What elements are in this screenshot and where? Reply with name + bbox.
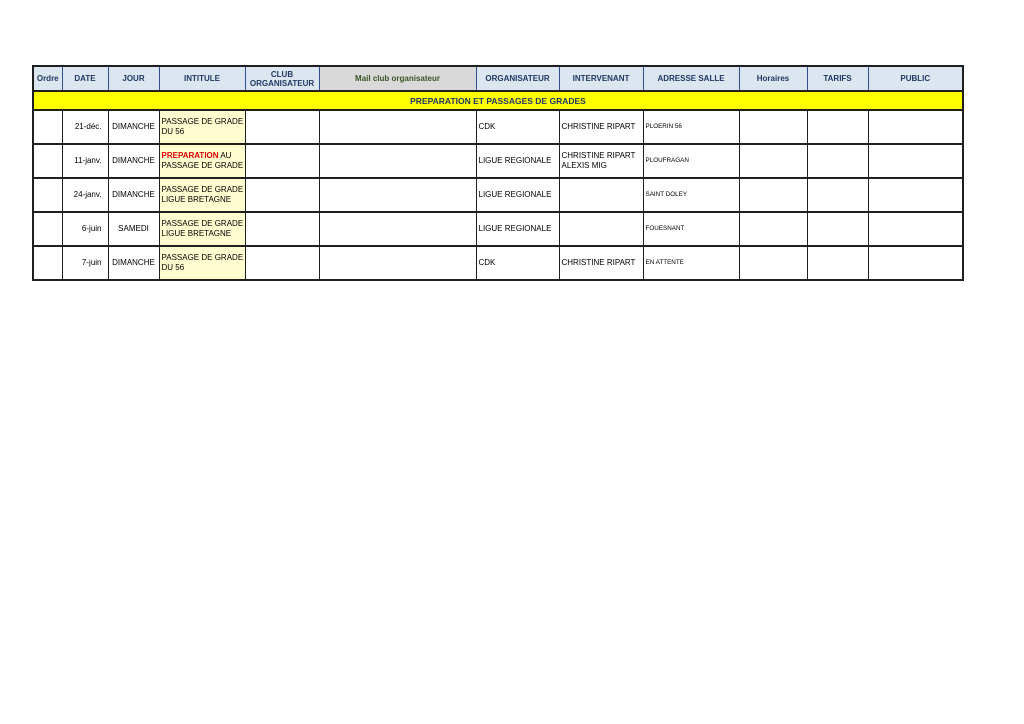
cell-date[interactable]: 24-janv.	[62, 178, 108, 212]
cell-jour[interactable]: SAMEDI	[108, 212, 159, 246]
cell-club[interactable]	[245, 110, 319, 144]
header-row	[33, 66, 963, 91]
schedule-sheet	[32, 65, 962, 281]
intitule-line2: PASSAGE DE GRADE	[161, 161, 244, 170]
cell-club[interactable]	[245, 178, 319, 212]
cell-intervenant[interactable]	[559, 178, 643, 212]
header-horaires: Horaires	[739, 66, 807, 91]
header-club-organisateur	[245, 66, 319, 91]
cell-date[interactable]: 11-janv.	[62, 144, 108, 178]
cell-date[interactable]: 7-juin	[62, 246, 108, 280]
intitule-line1: PASSAGE DE GRADE	[161, 219, 244, 228]
header-public: PUBLIC	[868, 66, 963, 91]
cell-public[interactable]	[868, 110, 963, 144]
cell-intervenant[interactable]	[559, 246, 643, 280]
cell-intervenant[interactable]	[559, 212, 643, 246]
header-intervenant: INTERVENANT	[559, 66, 643, 91]
cell-mail[interactable]	[319, 178, 476, 212]
cell-horaires[interactable]	[739, 144, 807, 178]
cell-jour[interactable]: DIMANCHE	[108, 178, 159, 212]
cell-jour[interactable]: DIMANCHE	[108, 246, 159, 280]
table-row	[33, 144, 963, 178]
cell-organisateur[interactable]: CDK	[476, 110, 559, 144]
cell-adresse[interactable]: SAINT DOLEY	[643, 178, 739, 212]
cell-horaires[interactable]	[739, 178, 807, 212]
header-date: DATE	[62, 66, 108, 91]
intervenant-line1: CHRISTINE RIPART	[561, 258, 636, 267]
cell-tarifs[interactable]	[807, 110, 868, 144]
cell-date[interactable]: 21-déc.	[62, 110, 108, 144]
cell-jour[interactable]: DIMANCHE	[108, 110, 159, 144]
header-ordre: Ordre	[33, 66, 62, 91]
cell-organisateur[interactable]: CDK	[476, 246, 559, 280]
cell-adresse[interactable]: EN ATTENTE	[643, 246, 739, 280]
cell-mail[interactable]	[319, 212, 476, 246]
cell-adresse[interactable]: FOUESNANT	[643, 212, 739, 246]
cell-club[interactable]	[245, 144, 319, 178]
section-title: PREPARATION ET PASSAGES DE GRADES	[33, 91, 963, 110]
table-row	[33, 178, 963, 212]
cell-horaires[interactable]	[739, 246, 807, 280]
cell-intitule[interactable]	[159, 246, 245, 280]
header-jour: JOUR	[108, 66, 159, 91]
cell-organisateur[interactable]: LIGUE REGIONALE	[476, 178, 559, 212]
cell-intitule[interactable]	[159, 212, 245, 246]
cell-public[interactable]	[868, 246, 963, 280]
section-row	[33, 91, 963, 110]
cell-intitule[interactable]	[159, 144, 245, 178]
cell-adresse[interactable]: PLOUFRAGAN	[643, 144, 739, 178]
cell-intitule[interactable]	[159, 178, 245, 212]
cell-adresse[interactable]: PLOERIN 56	[643, 110, 739, 144]
cell-intervenant[interactable]	[559, 144, 643, 178]
intervenant-line1: CHRISTINE RIPART	[561, 151, 636, 160]
intitule-highlight: PREPARATION	[161, 151, 219, 160]
cell-intitule[interactable]	[159, 110, 245, 144]
cell-ordre[interactable]	[33, 212, 62, 246]
cell-ordre[interactable]	[33, 246, 62, 280]
cell-public[interactable]	[868, 178, 963, 212]
intervenant-line2: ALEXIS MIG	[561, 161, 607, 170]
rows-body	[33, 110, 963, 280]
intitule-line1: PASSAGE DE GRADE	[161, 117, 244, 126]
cell-mail[interactable]	[319, 144, 476, 178]
intitule-line1: AU	[218, 151, 232, 160]
intervenant-line1: CHRISTINE RIPART	[561, 122, 636, 131]
cell-mail[interactable]	[319, 110, 476, 144]
header-club-line2: ORGANISATEUR	[249, 78, 315, 88]
table-row	[33, 246, 963, 280]
table-row	[33, 212, 963, 246]
header-tarifs: TARIFS	[807, 66, 868, 91]
cell-tarifs[interactable]	[807, 212, 868, 246]
cell-date[interactable]: 6-juin	[62, 212, 108, 246]
cell-tarifs[interactable]	[807, 178, 868, 212]
intitule-line2: DU 56	[161, 263, 185, 272]
header-adresse: ADRESSE SALLE	[643, 66, 739, 91]
cell-jour[interactable]: DIMANCHE	[108, 144, 159, 178]
header-organisateur: ORGANISATEUR	[476, 66, 559, 91]
cell-mail[interactable]	[319, 246, 476, 280]
cell-public[interactable]	[868, 212, 963, 246]
schedule-table	[32, 65, 964, 281]
intitule-line1: PASSAGE DE GRADE	[161, 185, 244, 194]
cell-intervenant[interactable]	[559, 110, 643, 144]
table-row	[33, 110, 963, 144]
header-club-line1: CLUB	[270, 69, 294, 79]
cell-club[interactable]	[245, 212, 319, 246]
cell-public[interactable]	[868, 144, 963, 178]
cell-ordre[interactable]	[33, 178, 62, 212]
intitule-line2: DU 56	[161, 127, 185, 136]
cell-organisateur[interactable]: LIGUE REGIONALE	[476, 212, 559, 246]
cell-club[interactable]	[245, 246, 319, 280]
cell-horaires[interactable]	[739, 110, 807, 144]
intitule-line1: PASSAGE DE GRADE	[161, 253, 244, 262]
cell-ordre[interactable]	[33, 110, 62, 144]
header-intitule: INTITULE	[159, 66, 245, 91]
cell-organisateur[interactable]: LIGUE REGIONALE	[476, 144, 559, 178]
intitule-line2: LIGUE BRETAGNE	[161, 229, 232, 238]
intitule-line2: LIGUE BRETAGNE	[161, 195, 232, 204]
cell-tarifs[interactable]	[807, 144, 868, 178]
cell-horaires[interactable]	[739, 212, 807, 246]
cell-ordre[interactable]	[33, 144, 62, 178]
header-mail: Mail club organisateur	[319, 66, 476, 91]
cell-tarifs[interactable]	[807, 246, 868, 280]
